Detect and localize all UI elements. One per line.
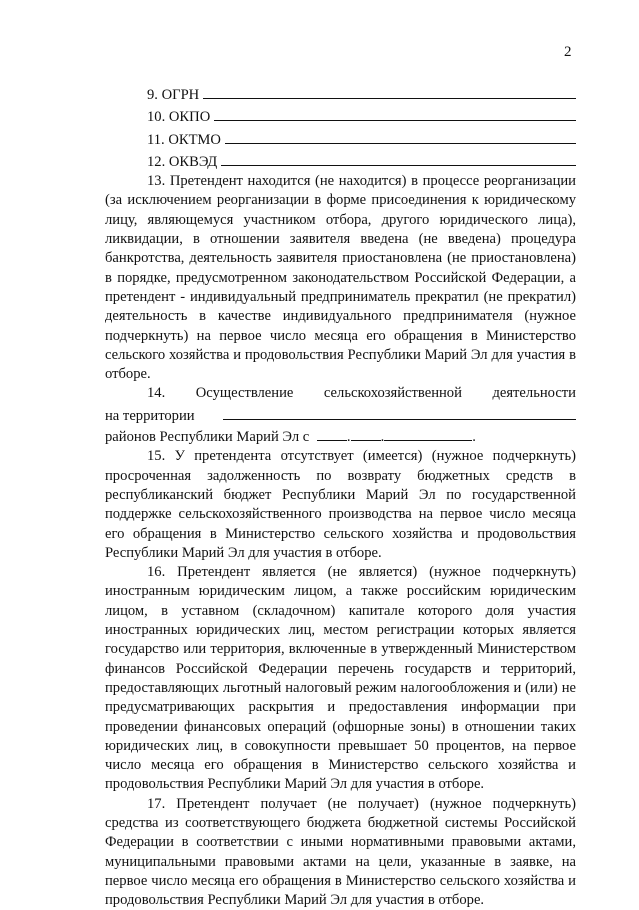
field-okpo (105, 105, 576, 127)
paragraph-17: 17. Претендент получает (не получает) (нужное подчеркнуть) средства из соответствующего бюджета бюджетной системы Российской Федерации в соответствии с иными нормативными правовыми актами, муниципальными правовыми актами на цели, указанные в заявке, на первое число месяца его обращения в Министерство сельского хозяйства и продовольствия Республики Марий Эл для участия в отборе. (105, 795, 576, 909)
day-blank[interactable] (317, 426, 347, 441)
p14-territory-line (105, 404, 576, 426)
blank-line[interactable] (214, 105, 576, 121)
year-blank[interactable] (384, 426, 472, 441)
blank-line[interactable] (225, 128, 576, 144)
date-end: . (472, 429, 476, 446)
field-label: 9. ОГРН (147, 87, 200, 103)
field-label: 11. ОКТМО (147, 131, 221, 148)
date-separator: . (346, 429, 351, 446)
p14-first-line: 14. Осуществление сельскохозяйственной деятельности (147, 385, 576, 402)
territory-blank[interactable] (223, 404, 576, 420)
field-oktmo (105, 128, 576, 150)
page-number: 2 (564, 44, 572, 60)
field-label: 10. ОКПО (147, 109, 211, 126)
paragraph-15: 15. У претендента отсутствует (имеется) (нужное подчеркнуть) просроченная задолженность по возврату бюджетных средств в республиканский бюджет Республики Марий Эл по государственной поддержке сельскохозяйственного производства на первое число месяца его обращения в Министерство сельского хозяйства и продовольствия Республики Марий Эл для участия в отборе. (105, 448, 576, 561)
month-blank[interactable] (351, 426, 381, 441)
p14-territory-label: на территории (105, 407, 195, 424)
paragraph-16: 16. Претендент является (не является) (нужное подчеркнуть) иностранным юридическим лицом, а также российским юридическим лицом, в уставном (складочном) капитале которого доля участия иностранных юридических лиц, местом регистрации которых является государство или территория, включенные в утвержденный Министерством финансов Российской Федерации перечень государств и территорий, предоставляющих льготный налоговый режим налогообложения и (или) не предусматривающих раскрытия и предоставления информации при проведении финансовых операций (офшорные зоны) в отношении таких юридических лиц, в совокупности превышает 50 процентов, на первое число месяца его обращения в Министерство сельского хозяйства и продовольствия Республики Марий Эл для участия в отборе. (105, 564, 576, 793)
field-okved (105, 150, 576, 172)
p14-date-line (105, 426, 576, 447)
blank-line[interactable] (221, 150, 576, 166)
p14-regions-label: районов Республики Марий Эл с (105, 429, 310, 446)
document-body (105, 83, 576, 910)
paragraph-13: 13. Претендент находится (не находится) в процессе реорганизации (за исключением реорганизации в форме присоединения к юридическому лицу, являющемуся участником отбора, другого юридического лица), ликвидации, в отношении заявителя введена (не введена) процедура банкротства, деятельность заявителя приостановлена (не приостановлена) в порядке, предусмотренном законодательством Российской Федерации, а претендент - индивидуальный предприниматель прекратил (не прекратил) деятельность в качестве индивидуального предпринимателя (нужное подчеркнуть) на первое число месяца его обращения в Министерство сельского хозяйства и продовольствия Республики Марий Эл для участия в отборе. (105, 173, 576, 383)
date-separator: . (380, 429, 385, 446)
paragraph-14 (105, 384, 576, 447)
field-ogrn (105, 83, 576, 105)
field-label: 12. ОКВЭД (147, 153, 218, 170)
blank-line[interactable] (203, 83, 576, 99)
